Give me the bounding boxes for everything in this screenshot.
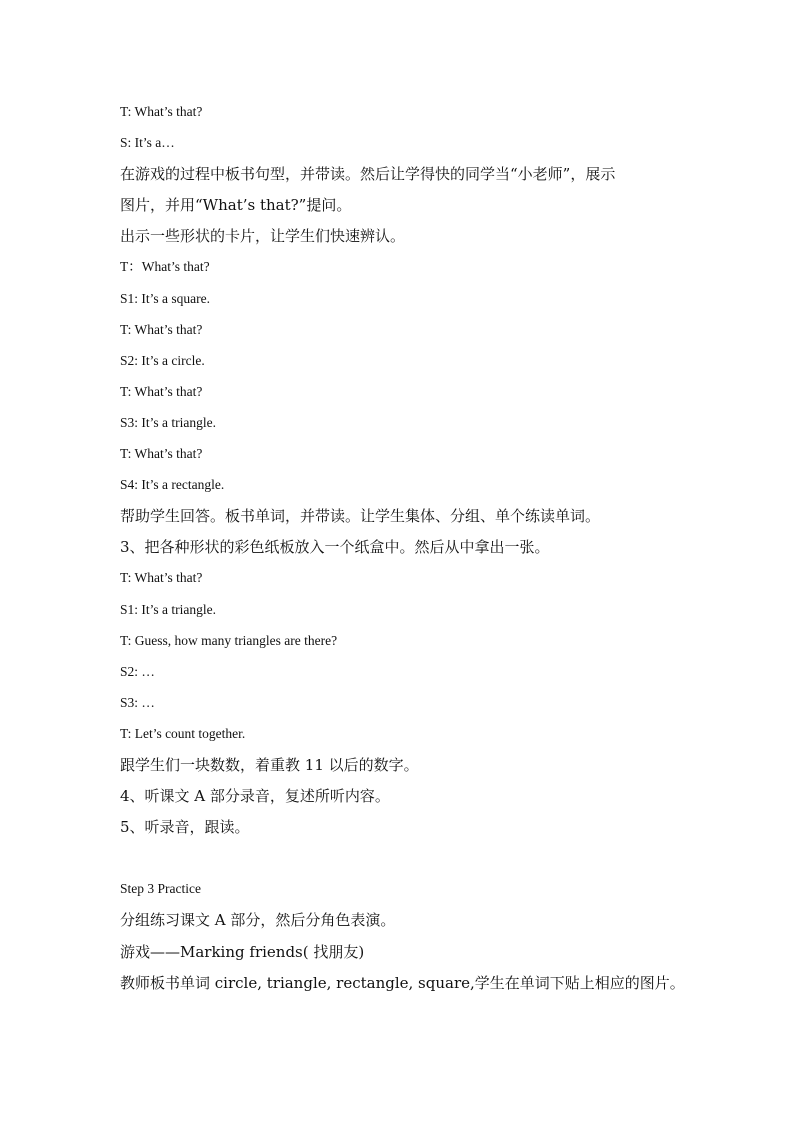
dialogue-line: S1: It’s a square. (120, 290, 210, 306)
instruction-line: 跟学生们一块数数，着重教 11 以后的数字。 (120, 755, 419, 774)
dialogue-line: S: It’s a… (120, 135, 175, 151)
section-heading: Step 3 Practice (120, 881, 201, 897)
instruction-line: 分组练习课文 A 部分，然后分角色表演。 (120, 911, 396, 930)
instruction-line: 在游戏的过程中板书句型，并带读。然后让学得快的同学当“小老师”，展示 (120, 165, 616, 184)
dialogue-line: T: What’s that? (120, 383, 203, 399)
dialogue-line: S3: It’s a triangle. (120, 414, 216, 430)
dialogue-line: S2: It’s a circle. (120, 352, 205, 368)
dialogue-line: S3: … (120, 694, 155, 710)
instruction-line: 出示一些形状的卡片，让学生们快速辨认。 (120, 227, 406, 246)
instruction-line: 3、把各种形状的彩色纸板放入一个纸盒中。然后从中拿出一张。 (120, 538, 550, 557)
instruction-line: 4、听课文 A 部分录音，复述所听内容。 (120, 787, 390, 806)
dialogue-line: T: What’s that? (120, 446, 203, 462)
instruction-line: 图片，并用“What’s that?”提问。 (120, 196, 352, 215)
dialogue-line: T：What’s that? (120, 259, 210, 275)
dialogue-line: T: What’s that? (120, 321, 203, 337)
dialogue-line: T: What’s that? (120, 570, 203, 586)
instruction-line: 5、听录音，跟读。 (120, 818, 250, 837)
dialogue-line: T: Let’s count together. (120, 725, 246, 741)
instruction-line: 帮助学生回答。板书单词，并带读。让学生集体、分组、单个练读单词。 (120, 507, 601, 526)
dialogue-line: S2: … (120, 663, 155, 679)
paragraph-spacer (120, 846, 680, 877)
instruction-line: 教师板书单词 circle, triangle, rectangle, square,学生在单词下贴上相应的图片。 (120, 973, 685, 992)
dialogue-line: S4: It’s a rectangle. (120, 477, 225, 493)
dialogue-line: T: Guess, how many triangles are there? (120, 632, 338, 648)
dialogue-line: S1: It’s a triangle. (120, 601, 216, 617)
dialogue-line: T: What’s that? (120, 104, 203, 119)
instruction-line: 游戏——Marking friends( 找朋友) (120, 942, 365, 961)
lesson-plan-body (120, 100, 685, 1002)
